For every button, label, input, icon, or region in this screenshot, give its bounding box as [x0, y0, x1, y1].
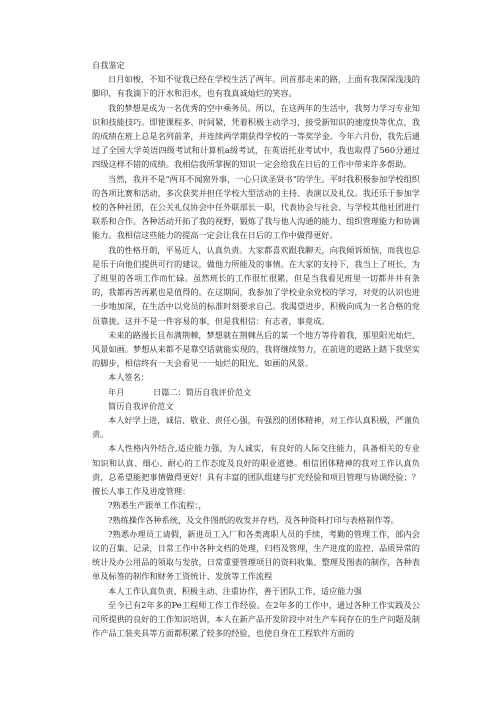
paragraph: 本人性格内外结合,适应能力强，为人诚实，有良好的人际交往能力，具备相关的专业知识和认真、细心、耐心的工作态度及良好的职业道德。相信团体精神的我对工作认真负责，总希望能把事情做得更好！具有丰富的团队组建与扩充经验和项目管理与协调经验；？擅长人事工作及进度管理：	[92, 443, 420, 497]
paragraph: 我的性格开朗，平易近人，认真负责。大家都喜欢跟我聊天，向我倾诉烦恼，而我也总是乐于向他们提供可行的建议，做他力所能及的事情。在大家的支持下，我当上了班长，为了班里的各项工作而忙碌。虽然班长的工作很忙很累，但是当我看见班里一切都井井有条的，我都再苦再累也是值得的。在这期间，我参加了学校业余党校的学习，对党的认识也进一步地加深，在生活中以党员的标准时刻要求自己。我渴望进步，积极向成为一名合格的党员靠拢。这并不是一件容易的事，但是我相信：有志者，事竟成。	[92, 244, 420, 326]
paragraph: 当然，我并不是“两耳不闻窗外事，一心只读圣贤书”的学生。平时我积极参加学校组织的各项比赛和活动，多次获奖并担任学校大型活动的主持、表演以及礼仪。我还乐于参加学校的各种社团，在公关礼仪协会中任外联部长一职，代表协会与社会、与学校其他社团进行联系和合作。各种活动开拓了我的视野，锻炼了我与他人沟通的能力、组织管理能力和协调能力。我相信这些能力的提高一定会让我在日后的工作中做得更好。	[92, 173, 420, 241]
paragraph: 我的梦想是成为一名优秀的空中乘务员。所以，在这两年的生活中，我努力学习专业知识和技能技巧。即使课程多、时间紧，凭着积极主动学习，接受新知识的速度快等优点，我的成绩在班上总是名列前茅，并连续两学期获得学校的一等奖学金。今年六月份，我先后通过了全国大学英语四级考试和计算机a级考试，在英语托业考试中，我也取得了560分通过四级这样不错的成绩。我相信我所掌握的知识一定会给我在日后的工作中带来许多帮助。	[92, 102, 420, 170]
bullet-item: ?熟悉办理员工请假，新进员工入厂和各类离职人员的手续，考勤的管理工作，部内会议的召集、记录，日常工作中各种文档的处理，归档及管理，生产进度的监控、品质异常的统计及办公用品的领取与发放，日常重要管理项目的资料收集、整理及图表的制作，各种表单及标签的制作和财务工资统计、发放等工作流程	[92, 528, 420, 582]
doc-heading: 自我鉴定	[92, 60, 125, 70]
paragraph: 至今已有2年多的Pe工程师工作工作经验。在2年多的工作中，通过各种工作实践及公司所提供的良好的工作知识培训，本人在新产品开发阶段中对生产车间存在的生产问题及制作产品工装夹具等方面都积累了较多的经验，也使自身在工程软件方面的	[92, 599, 420, 639]
paragraph: 未来的路漫长且布满荆棘，梦想就在荆棘丛后的某一个地方等待着我，那里阳光灿烂、风景如画。梦想从来都不是靠空话就能实现的，我将继续努力，在前进的道路上踏下我坚实的脚步，相信终有一天会看见一一灿烂的阳光、如画的风景。	[92, 329, 420, 369]
section2-title: 简历自我评价范文	[108, 400, 174, 411]
signature-line: 本人签名：	[108, 372, 149, 383]
paragraph: 本人好学上进，诚信、敬业、责任心强，有强烈的团体精神，对工作认真积极，严谨负责。	[92, 415, 420, 440]
bullet-item: ?熟悉生产跟单工作流程：，	[108, 500, 207, 511]
date-line: 年月 日篇二：简历自我评价范文	[108, 386, 252, 397]
paragraph: 本人工作认真负责、积极主动、注重协作，善于团队工作，适应能力强	[108, 585, 362, 596]
paragraph: 日月如梭，不知不觉我已经在学校生活了两年。回首那走来的路，上面有我深深浅浅的脚印，有我滴下的汗水和泪水，也有我真诚灿烂的笑容。	[92, 74, 420, 99]
bullet-item: ?熟练操作各种系统，及文件图纸的收发并存档，及各种资料打印与表格制作等。	[108, 514, 399, 525]
